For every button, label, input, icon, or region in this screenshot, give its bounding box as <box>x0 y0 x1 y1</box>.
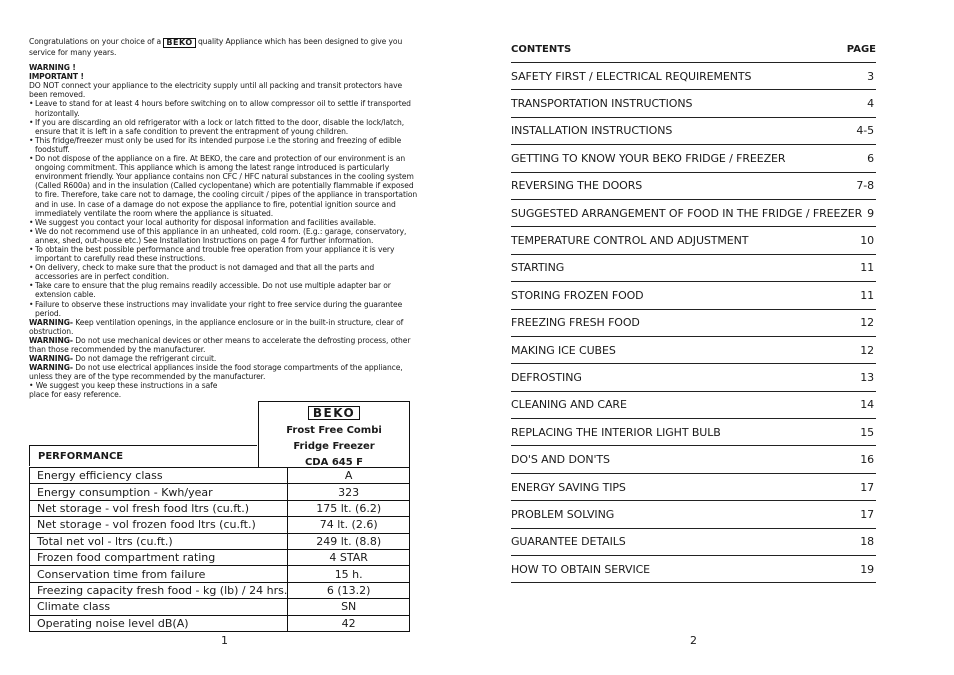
warning-item <box>29 318 419 336</box>
contents-entry[interactable] <box>511 309 876 336</box>
safety-bullet: • This fridge/freezer must only be used for its intended purpose i.e the storing and freezing of edible foodstuff. <box>29 135 402 154</box>
contents-entry[interactable] <box>511 62 876 89</box>
bullet-text: If you are discarding an old refrigerator with a lock or latch fitted to the door, disable the lock/latch, ensure that it is left in a safe condition to prevent the entrapment of young children. <box>35 117 405 136</box>
performance-label: Operating noise level dB(A) <box>30 615 288 631</box>
warning-heading: WARNING ! <box>29 63 76 73</box>
contents-entry-page: 16 <box>860 453 874 467</box>
contents-entry-page: 18 <box>860 535 874 549</box>
contents-entry-page: 4-5 <box>856 124 874 138</box>
contents-entry[interactable] <box>511 117 876 144</box>
contents-entry-title: CLEANING AND CARE <box>511 398 627 412</box>
performance-title: PERFORMANCE <box>29 445 257 466</box>
page-number-left: 1 <box>221 634 228 647</box>
performance-value: 6 (13.2) <box>288 582 410 598</box>
warning-item <box>29 354 419 363</box>
contents-entry[interactable] <box>511 89 876 116</box>
contents-heading: CONTENTS <box>511 44 572 55</box>
safety-bullet: • We do not recommend use of this appliance in an unheated, cold room. (E.g.: garage, conservatory, annex, shed, out-house etc.) See Installation Instructions on page 4 for further information. <box>29 226 407 245</box>
contents-entry-title: DO'S AND DON'TS <box>511 453 610 467</box>
contents-entry-page: 12 <box>860 343 874 357</box>
contents-entry[interactable] <box>511 363 876 390</box>
contents-entry-page: 12 <box>860 316 874 330</box>
contents-entry-title: PROBLEM SOLVING <box>511 507 615 521</box>
contents-entry-title: HOW TO OBTAIN SERVICE <box>511 562 651 576</box>
performance-row <box>30 500 410 516</box>
safety-bullet: • To obtain the best possible performance and trouble free operation from your appliance it is very important to carefully read these instructions. <box>29 244 395 264</box>
warning-label: WARNING- <box>29 317 73 327</box>
intro-text <box>29 37 419 400</box>
contents-entry-title: TRANSPORTATION INSTRUCTIONS <box>511 97 693 111</box>
bullet-text: To obtain the best possible performance and trouble free operation from your appliance it is very important to carefully read these instructions. <box>35 244 395 264</box>
performance-label: Net storage - vol fresh food ltrs (cu.ft.) <box>30 500 288 516</box>
contents-entry-title: DEFROSTING <box>511 370 582 384</box>
contents-entry-page: 11 <box>860 288 874 302</box>
warning-label: WARNING- <box>29 363 73 373</box>
bullet-text: On delivery, check to make sure that the product is not damaged and that all the parts and accessories are in perfect condition. <box>35 263 375 282</box>
bullet-text: We suggest you contact your local authority for disposal information and facilities available. <box>35 217 376 227</box>
contents-entry-title: MAKING ICE CUBES <box>511 343 616 357</box>
contents-entry-page: 17 <box>860 507 874 521</box>
performance-value: 42 <box>288 615 410 631</box>
closing-note: • We suggest you keep these instructions in a safe place for easy reference. <box>29 381 218 400</box>
contents-entry-page: 17 <box>860 480 874 494</box>
contents-entry-page: 7-8 <box>856 179 874 193</box>
contents-entry[interactable] <box>511 418 876 445</box>
important-heading: IMPORTANT ! <box>29 72 84 82</box>
performance-label: Frozen food compartment rating <box>30 549 288 565</box>
contents-entry[interactable] <box>511 144 876 171</box>
performance-row <box>30 533 410 549</box>
warning-text: Do not use mechanical devices or other means to accelerate the defrosting process, other than those recommended by the manufacturer. <box>29 335 411 354</box>
contents-entry-title: TEMPERATURE CONTROL AND ADJUSTMENT <box>511 234 749 248</box>
contents-entry[interactable] <box>511 555 876 583</box>
safety-bullet-list <box>29 99 419 317</box>
performance-row <box>30 582 410 598</box>
beko-brand-logo: BEKO <box>308 406 360 420</box>
model-number: CDA 645 F <box>304 457 364 468</box>
warning-list <box>29 318 419 382</box>
warning-label: WARNING- <box>29 335 73 345</box>
contents-entry[interactable] <box>511 473 876 500</box>
performance-label: Energy efficiency class <box>30 468 288 484</box>
contents-entry[interactable] <box>511 528 876 555</box>
warning-label: WARNING- <box>29 354 73 364</box>
beko-logo: BEKO <box>163 38 195 48</box>
product-line-2: Fridge Freezer <box>293 441 375 452</box>
performance-label: Net storage - vol frozen food ltrs (cu.ft.) <box>30 517 288 533</box>
performance-label: Freezing capacity fresh food - kg (lb) / 24 hrs. <box>30 582 288 598</box>
safety-bullet: • On delivery, check to make sure that the product is not damaged and that all the parts and accessories are in perfect condition. <box>29 263 375 282</box>
contents-entry[interactable] <box>511 199 876 226</box>
contents-entry-page: 6 <box>867 151 874 165</box>
bullet-text: Take care to ensure that the plug remains readily accessible. Do not use multiple adapter bar or extension cable. <box>35 281 391 300</box>
warning-text: Do not damage the refrigerant circuit. <box>75 354 217 364</box>
performance-value: 4 STAR <box>288 549 410 565</box>
contents-entry-title: REVERSING THE DOORS <box>511 179 643 193</box>
contents-entry-page: 15 <box>860 425 874 439</box>
contents-entry-title: ENERGY SAVING TIPS <box>511 480 626 494</box>
contents-entry-page: 11 <box>860 261 874 275</box>
safety-bullet: • If you are discarding an old refrigerator with a lock or latch fitted to the door, disable the lock/latch, ensure that it is left in a safe condition to prevent the entrapment of young children. <box>29 117 405 136</box>
contents-entry-page: 10 <box>860 234 874 248</box>
model-box <box>258 401 410 467</box>
contents-entry[interactable] <box>511 336 876 363</box>
performance-row <box>30 615 410 631</box>
congrats-text: Congratulations on your choice of a <box>29 37 162 46</box>
performance-row <box>30 566 410 582</box>
contents-header <box>511 38 876 62</box>
contents-entry[interactable] <box>511 226 876 253</box>
contents-entry[interactable] <box>511 500 876 527</box>
congrats-text-end: quality Appliance which has been designed to give you service for many years. <box>29 37 403 57</box>
warning-item <box>29 336 419 354</box>
contents-entry-title: INSTALLATION INSTRUCTIONS <box>511 124 673 138</box>
contents-entry-page: 19 <box>860 562 874 576</box>
contents-entry[interactable] <box>511 391 876 418</box>
performance-row <box>30 484 410 500</box>
contents-entry-title: REPLACING THE INTERIOR LIGHT BULB <box>511 425 721 439</box>
safety-bullet: • Failure to observe these instructions may invalidate your right to free service during the guarantee period. <box>29 299 403 318</box>
performance-value: 15 h. <box>288 566 410 582</box>
contents-entry-title: STORING FROZEN FOOD <box>511 288 644 302</box>
contents-entry-title: SAFETY FIRST / ELECTRICAL REQUIREMENTS <box>511 69 752 83</box>
contents-entry[interactable] <box>511 254 876 281</box>
closing-text: We suggest you keep these instructions in a safe place for easy reference. <box>29 381 218 400</box>
performance-row <box>30 599 410 615</box>
safety-bullet: • Leave to stand for at least 4 hours before switching on to allow compressor oil to settle if transported horizontally. <box>29 99 411 118</box>
performance-value: 175 lt. (6.2) <box>288 500 410 516</box>
performance-table <box>29 401 410 632</box>
contents-entry[interactable] <box>511 172 876 199</box>
contents-entry-title: SUGGESTED ARRANGEMENT OF FOOD IN THE FRIDGE / FREEZER <box>511 206 863 220</box>
contents-entry-page: 9 <box>867 206 874 220</box>
performance-row <box>30 517 410 533</box>
performance-value: 249 lt. (8.8) <box>288 533 410 549</box>
contents-entry-page: 13 <box>860 370 874 384</box>
page-number-right: 2 <box>690 634 697 647</box>
contents-entry-page: 14 <box>860 398 874 412</box>
contents-entry[interactable] <box>511 445 876 472</box>
performance-value: 323 <box>288 484 410 500</box>
warning-text: Do not use electrical appliances inside the food storage compartments of the appliance, unless they are of the type recommended by the manufacturer. <box>29 363 403 382</box>
performance-label: Total net vol - ltrs (cu.ft.) <box>30 533 288 549</box>
product-line-1: Frost Free Combi <box>286 425 382 436</box>
contents-entry-page: 4 <box>867 97 874 111</box>
bullet-text: Leave to stand for at least 4 hours before switching on to allow compressor oil to settle if transported horizontally. <box>35 99 411 118</box>
contents-entry-title: GUARANTEE DETAILS <box>511 535 626 549</box>
safety-bullet: • Do not dispose of the appliance on a fire. At BEKO, the care and protection of our environment is an ongoing commitment. This appliance which is among the latest range introduced is particularly environment friendly. Your appliance contains non CFC / HFC natural substances in the cooling system (Called R600a) and in the insulation (Called cyclopentane) which are potentially flammable if exposed to fire. Therefore, take care not to damage, the cooling circuit / pipes of the appliance in transportation and in use. In case of a damage do not expose the appliance to fire, potential ignition source and immediately ventilate the room where the appliance is situated. <box>29 154 418 218</box>
performance-label: Conservation time from failure <box>30 566 288 582</box>
performance-label: Climate class <box>30 599 288 615</box>
contents-entry-page: 3 <box>867 69 874 83</box>
bullet-text: This fridge/freezer must only be used for its intended purpose i.e the storing and freezing of edible foodstuff. <box>35 135 402 154</box>
congratulations-paragraph <box>29 37 419 57</box>
bullet-text: We do not recommend use of this appliance in an unheated, cold room. (E.g.: garage, conservatory, annex, shed, out-house etc.) See Installation Instructions on page 4 for further information. <box>35 226 407 245</box>
performance-value: A <box>288 468 410 484</box>
bullet-text: Do not dispose of the appliance on a fire. At BEKO, the care and protection of our environment is an ongoing commitment. This appliance which is among the latest range introduced is particularly environment friendly. Your appliance contains non CFC / HFC natural substances in the cooling system (Called R600a) and in the insulation (Called cyclopentane) which are potentially flammable if exposed to fire. Therefore, take care not to damage, the cooling circuit / pipes of the appliance in transportation and in use. In case of a damage do not expose the appliance to fire, potential ignition source and immediately ventilate the room where the appliance is situated. <box>35 154 418 218</box>
warning-text: Keep ventilation openings, in the appliance enclosure or in the built-in structure, clear of obstruction. <box>29 317 404 336</box>
contents-entry-title: GETTING TO KNOW YOUR BEKO FRIDGE / FREEZER <box>511 151 786 165</box>
performance-label: Energy consumption - Kwh/year <box>30 484 288 500</box>
safety-bullet: • We suggest you contact your local authority for disposal information and facilities available. <box>29 217 376 227</box>
contents-entry-title: STARTING <box>511 261 565 275</box>
safety-bullet: • Take care to ensure that the plug remains readily accessible. Do not use multiple adapter bar or extension cable. <box>29 281 391 300</box>
contents-table <box>511 38 876 583</box>
right-page <box>477 0 954 675</box>
warning-item <box>29 363 419 381</box>
performance-value: SN <box>288 599 410 615</box>
performance-row <box>30 549 410 565</box>
performance-value: 74 lt. (2.6) <box>288 517 410 533</box>
bullet-text: Failure to observe these instructions may invalidate your right to free service during the guarantee period. <box>35 299 403 318</box>
contents-entry[interactable] <box>511 281 876 308</box>
lead-warning: DO NOT connect your appliance to the electricity supply until all packing and transit protectors have been removed. <box>29 81 403 100</box>
page-heading: PAGE <box>846 44 876 55</box>
contents-entry-title: FREEZING FRESH FOOD <box>511 316 640 330</box>
